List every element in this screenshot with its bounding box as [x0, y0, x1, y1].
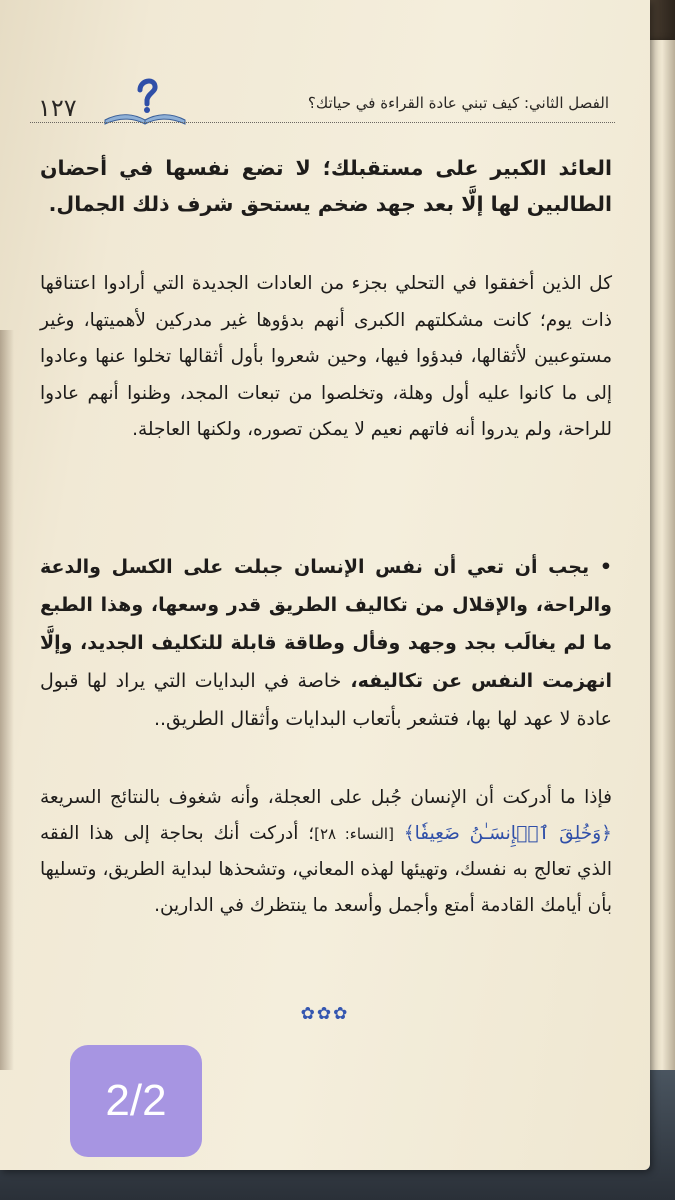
header-divider	[30, 122, 615, 123]
bullet-mark: •	[599, 556, 612, 578]
paragraph-3-end: ؛ أدركت أنك بحاجة إلى هذا الفقه الذي تعالج به نفسك، وتهيئها لهذه المعاني، وتشحذها لبداية الطريق، وتسليها بأن أيامك القادمة أمتع وأجمل وأسعد ما ينتظرك في الدارين.	[40, 823, 612, 916]
section-end-ornament: ✿✿✿	[300, 1004, 350, 1024]
paragraph-3	[40, 780, 612, 924]
paragraph-bold-intro: العائد الكبير على مستقبلك؛ لا تضع نفسها في أحضان الطالبين لها إلَّا بعد جهد ضخم يستحق شرف ذلك الجمال.	[40, 156, 612, 216]
verse-reference: [النساء: ٢٨]	[314, 825, 394, 843]
paragraph-3-start: فإذا ما أدركت أن الإنسان جُبل على العجلة، وأنه شغوف بالنتائج السريعة	[40, 787, 612, 808]
page-counter-badge: 2/2	[70, 1045, 202, 1157]
open-book-question-mark-icon	[102, 76, 188, 126]
paragraph-1: كل الذين أخفقوا في التحلي بجزء من العادات الجديدة التي أرادوا اعتناقها ذات يوم؛ كانت مشكلتهم الكبرى أنهم بدؤوها غير مدركين لأهميتها، وغير مستوعبين لأثقالها، فبدؤوا فيها، وحين شعروا بأول أثقالها تخلوا عنها وعادوا إلى ما كانوا عليه أول وهلة، وتخلصوا من تبعات المجد، وظنوا أنهم عادوا للراحة، ولم يدروا أنه فاتهم نعيم لا يمكن تصوره، ولكنها العاجلة.	[40, 273, 612, 440]
running-title: الفصل الثاني: كيف تبني عادة القراءة في حياتك؟	[307, 94, 609, 112]
page-header	[30, 72, 615, 130]
paragraph-bullet-tail: خاصة في البدايات التي يراد لها قبول عادة لا عهد لها بها، فتشعر بأتعاب البدايات وأثقال الطريق..	[40, 670, 612, 730]
paragraph-bullet-bold-text: يجب أن تعي أن نفس الإنسان جبلت على الكسل والدعة والراحة، والإقلال من تكاليف الطريق قدر وسعها، وهذا الطبع ما لم يغالَب بجد وجهد وفأل وطاقة قابلة للتكليف الجديد، وإلَّا انهزمت النفس عن تكاليفه،	[40, 556, 613, 692]
paragraph-bullet	[40, 548, 612, 738]
finger-shadow	[0, 330, 14, 1070]
page-number: ١٢٧	[38, 94, 77, 122]
quran-verse: ﴿وَخُلِقَ ٱلۡإِنسَـٰنُ ضَعِيفٗا﴾	[403, 823, 612, 844]
